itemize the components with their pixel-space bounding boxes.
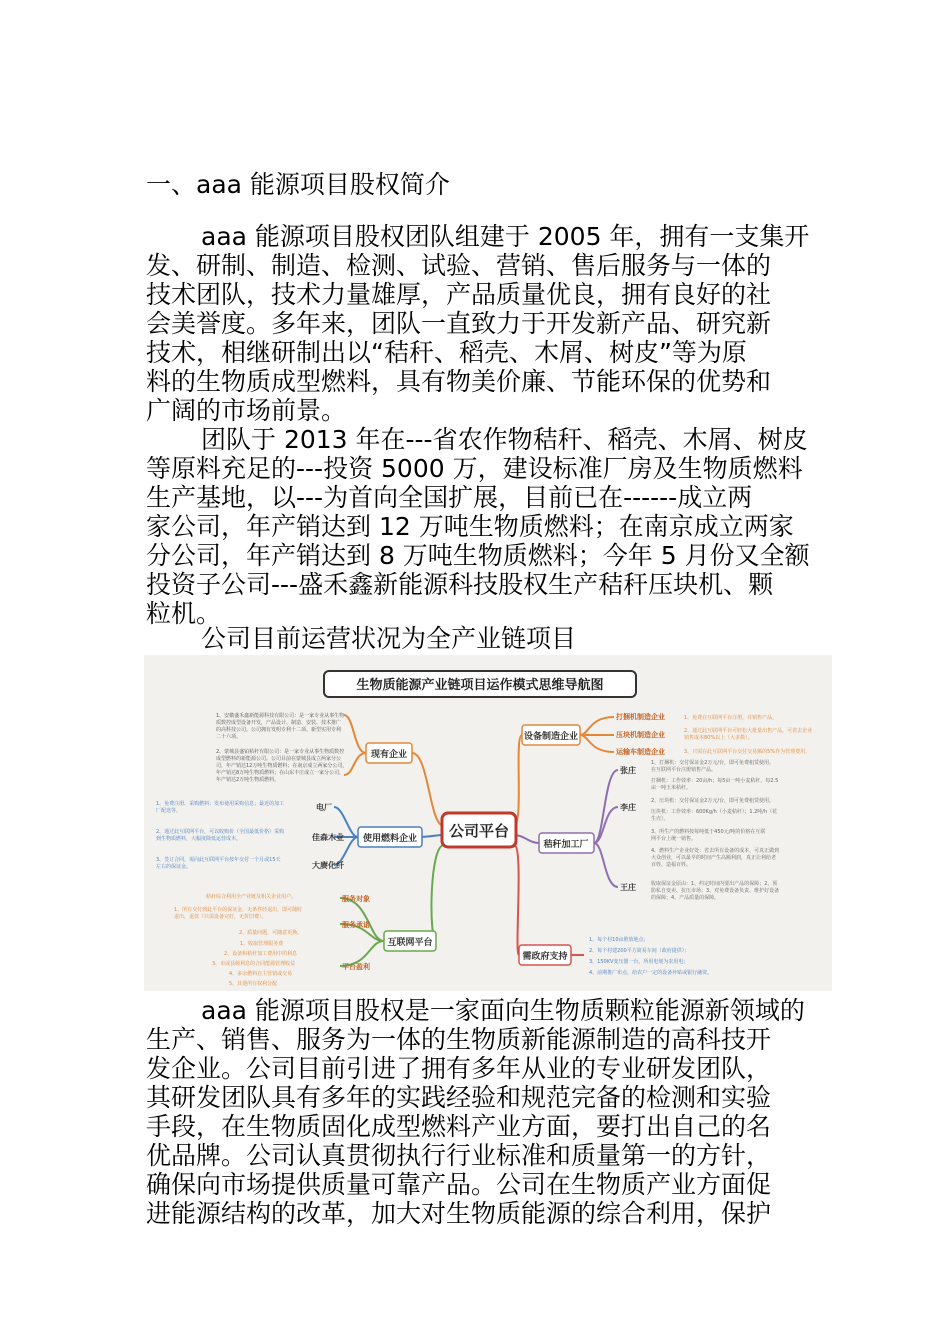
note-line: 的高科技公司。公司拥有发明专利十二项、新型实用专利 — [216, 727, 342, 733]
note-line: 防私自变卖、抗压市场；3、对免费设备负责、维护好设备 — [651, 888, 780, 894]
connector-existing — [412, 753, 444, 826]
mindmap-title: 生物质能源产业链项目运作模式思维导航图 — [356, 678, 604, 693]
paragraph-line: 优品牌。公司认真贯彻执行行业标准和质量第一的方针， — [146, 1141, 772, 1170]
note-line: 质数控成型设备开发，产品设计、制造、安装、技术推广 — [216, 720, 342, 726]
paragraph-line: 分公司，年产销达到 8 万吨生物质燃料；今年 5 月份又全额 — [146, 541, 810, 570]
note-line: 秸秆综合利用全产业链及相关企业用户。 — [206, 894, 297, 900]
note-line: 4、多余燃料自主营销或交易 — [229, 971, 293, 977]
paragraph-line: 广阔的市场前景。 — [146, 396, 347, 425]
note-line: 退出，退款（只需设备完好，无折旧费）。 — [174, 914, 267, 920]
mindmap-figure — [144, 655, 832, 991]
note-line: 2、蒙城县盛铂秸秆有限公司：是一家专业从事生物质数控 — [216, 749, 345, 755]
paragraph-line: 料的生物质成型燃料，具有物美价廉、节能环保的优势和 — [146, 367, 772, 396]
paragraph-line: 技术团队，技术力量雄厚，产品质量优良，拥有良好的社 — [146, 280, 772, 309]
mindmap-canvas — [144, 655, 832, 991]
paragraph-line: 生产基地，以---为首向全国扩展，目前已在------成立两 — [146, 483, 753, 512]
paragraph-line: 其研发团队具有多年的实践经验和规范完备的检测和实验 — [146, 1083, 772, 1112]
note-line: 3、只需在此互联网平台交付交易额的5%作为管理费用。 — [684, 749, 811, 755]
branch-fuel-users-label: 使用燃料企业 — [362, 834, 418, 844]
connector-government — [514, 845, 519, 955]
note-line: 大众创业，可以最早的时间产生高额利润，真正让利给老 — [651, 855, 777, 861]
note-line: 3、150KV变压器一台，所用电划为农用电； — [589, 959, 689, 965]
straw-notes — [651, 759, 779, 901]
equipment-notes — [684, 714, 812, 755]
note-line: 生壳）。 — [651, 816, 669, 822]
note-line: 1、每个村10亩堆放地点； — [589, 937, 649, 943]
paragraph-line: 进能源结构的改革，加大对生物质能源的综合利用，保护 — [146, 1199, 772, 1228]
equipment-sub-list — [615, 712, 665, 756]
paragraph-line: 投资子公司---盛禾鑫新能源科技股权生产秸秆压块机、颗 — [146, 570, 774, 599]
note-line: 2、通过此互联网平台可轻松大批量出售产品，可省去企业 — [684, 728, 813, 734]
note-line: 2、质量问题，可随意更换。 — [239, 930, 303, 936]
paragraph-line: 等原料充足的---投资 5000 万，建设标准厂房及生物质燃料 — [146, 454, 803, 483]
note-line: 3、市或县级利息的合同能源管理收益 — [212, 961, 296, 967]
note-line: 5、其他所有权利分配 — [229, 981, 278, 987]
paragraph-line: aaa 能源项目股权是一家面向生物质颗粒能源新领域的 — [201, 996, 805, 1025]
paragraph-line: 生产、销售、服务为一体的生物质新能源制造的高科技开 — [146, 1025, 772, 1054]
fuel-user-list — [312, 802, 344, 870]
paragraph-line: 会美誉度。多年来，团队一直致力于开发新产品、研究新 — [146, 309, 772, 338]
branch-government-label: 需政府支持 — [522, 952, 568, 962]
connector-equipment — [514, 735, 522, 825]
village-item: 李庄 — [620, 803, 636, 812]
intro-paragraph — [146, 222, 810, 425]
paragraph-line: 团队于 2013 年在---省农作物秸秆、稻壳、木屑、树皮 — [201, 425, 808, 454]
section-heading: 一、aaa 能源项目股权简介 — [146, 170, 450, 199]
note-line: 1、免费在互联网平台注册，并销售产品。 — [684, 715, 778, 721]
figure-caption: 公司目前运营状况为全产业链项目 — [201, 624, 577, 653]
branch-equipment-label: 设备制造企业 — [523, 732, 579, 742]
equipment-sub-item: 运输车制造企业 — [616, 748, 665, 756]
note-line: 4、前期推广布点，给农户一定的设备补贴或银行融资。 — [589, 970, 713, 976]
existing-notes — [216, 712, 347, 783]
note-line: 收取保证金原由：1、约定时间内要出产品的保障；2、预 — [651, 881, 778, 887]
company-paragraph — [146, 996, 810, 1228]
note-line: 百姓、造福百姓。 — [651, 862, 692, 868]
internet-notes — [174, 893, 302, 987]
government-notes — [589, 936, 712, 976]
fuel-user-item: 电厂 — [316, 803, 332, 812]
paragraph-line: 确保向市场提供质量可靠产品。公司在生物质产业方面促 — [146, 1170, 772, 1199]
fuel-notes — [156, 800, 284, 870]
note-line: 4、燃料生产企业好处：省去所有设备的成本，可真正做到 — [651, 848, 780, 854]
center-node-label: 公司平台 — [448, 822, 510, 840]
note-line: 在互联网平台注册销售产品。 — [651, 767, 717, 773]
internet-sub-item: 服务承诺 — [342, 921, 370, 929]
note-line: 二十六项。 — [216, 734, 242, 740]
note-line: 到生物质燃料，大幅度降低运营成本。 — [156, 836, 242, 842]
note-line: 司，年产销达12万吨生物质燃料；在南京成立两家分公司， — [216, 763, 348, 769]
note-line: 的保障；4、产品质量的保障。 — [651, 895, 720, 901]
note-line: 成型燃料的新能源公司。公司目前在蒙城县成立两家分公 — [216, 756, 342, 762]
village-item: 张庄 — [620, 766, 636, 775]
note-line: 1、所有交付到此平台的保证金，无条件经退出，即可随时 — [174, 907, 303, 913]
note-line: 2、设备和秸秆加工费用中的利息 — [224, 951, 298, 957]
note-line: 1、收取管理服务费 — [240, 941, 284, 947]
note-line: 2、每个村建200平方简易车间（政府提供）； — [589, 948, 690, 954]
note-line: 销售成本80%以上（大多数）。 — [684, 735, 753, 741]
note-line: 1、打捆机：交付保证金2万元/台，即可免费租赁使用。 — [651, 760, 775, 766]
note-line: 打捆机：工作效率：20亩/h；每5亩一吨小麦秸秆，每2.5 — [651, 778, 779, 784]
note-line: 1、免费注册、采购燃料；发布使用采购信息；最近的加工 — [156, 801, 285, 807]
note-line: 亩一吨玉米秸秆。 — [651, 785, 692, 791]
note-line: 1、安徽盛禾鑫新能源科技有限公司：是一家专业从事生物 — [216, 713, 345, 719]
branch-existing-label: 现有企业 — [370, 750, 408, 760]
village-list — [619, 765, 636, 892]
note-line: 2、通过此互联网平台，可以收购价（全国最低价格）采购 — [156, 829, 285, 835]
internet-sub-item: 平台盈利 — [342, 963, 370, 971]
internet-sub-item: 服务对象 — [342, 895, 370, 903]
paragraph-line: 粒机。 — [146, 599, 222, 628]
note-line: 压块机：工作效率：600Kg/h（小麦秸秆）；1.2吨/h（花 — [651, 809, 778, 815]
paragraph-line: 发企业。公司目前引进了拥有多年从业的专业研发团队， — [146, 1054, 772, 1083]
paragraph-line: 发、研制、制造、检测、试验、营销、售后服务与一体的 — [146, 251, 772, 280]
paragraph-line: 技术，相继研制出以“秸秆、稻壳、木屑、树皮”等为原 — [146, 338, 747, 367]
village-item: 王庄 — [620, 883, 636, 892]
note-line: 3、所生产的燃料按每吨低于450元/吨的价格在互联 — [651, 829, 766, 835]
note-line: 2、压块机：交付保证金2万元/台，即可免费租赁使用。 — [651, 798, 775, 804]
equipment-sub-item: 压块机制造企业 — [616, 731, 665, 739]
note-line: 年产销达8万吨生物质燃料；在山东丰庄成立一家分公司， — [216, 770, 345, 776]
note-line: 3、签订合同，需向此互联网平台按年交付一个月或15天 — [156, 857, 281, 863]
fuel-user-item: 大赓化纤 — [312, 861, 344, 870]
paragraph-line: 家公司，年产销达到 12 万吨生物质燃料；在南京成立两家 — [146, 512, 794, 541]
note-line: 网平台上统一销售。 — [651, 836, 697, 842]
connector-internet — [431, 845, 444, 941]
paragraph-line: 手段，在生物质固化成型燃料产业方面，要打出自己的名 — [146, 1112, 772, 1141]
branch-internet-label: 互联网平台 — [387, 938, 433, 948]
note-line: 年产销达2万吨生物质燃料。 — [216, 777, 280, 783]
note-line: 左右的保证金。 — [156, 864, 192, 870]
fuel-user-item: 佳森木业 — [312, 833, 344, 842]
note-line: 厂配送等。 — [156, 808, 182, 814]
branch-straw-factory-label: 秸秆加工厂 — [543, 840, 589, 850]
connector-straw — [514, 835, 539, 843]
paragraph-line: aaa 能源项目股权团队组建于 2005 年，拥有一支集开 — [201, 222, 810, 251]
history-paragraph — [146, 425, 810, 628]
equipment-sub-item: 打捆机制造企业 — [616, 713, 665, 721]
